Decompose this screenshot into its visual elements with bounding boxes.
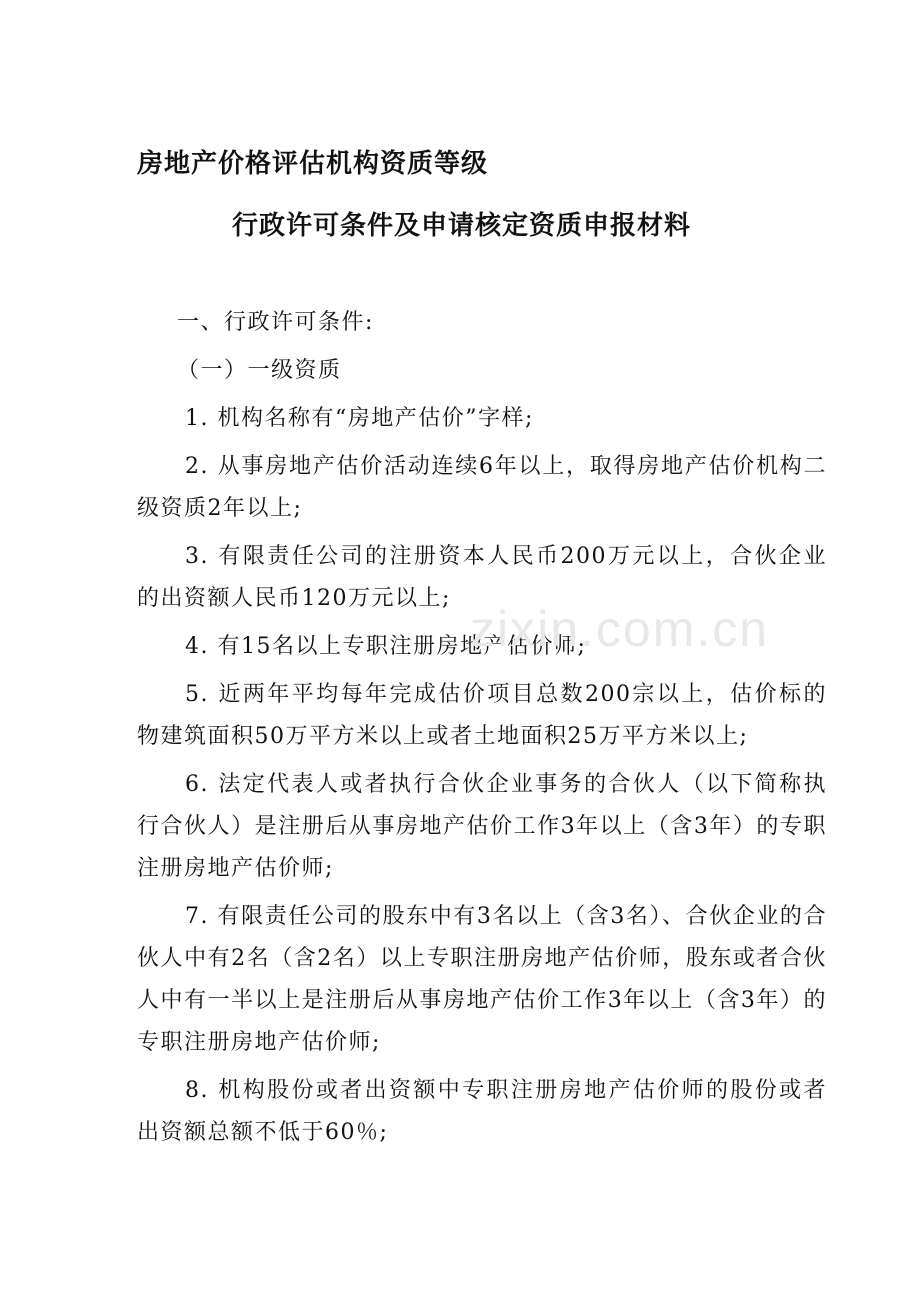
section-heading: 一、行政许可条件: [177, 310, 374, 335]
condition-item: 2. 从事房地产估价活动连续6年以上，取得房地产估价机构二级资质2年以上; [137, 454, 827, 521]
condition-item: 5. 近两年平均每年完成估价项目总数200宗以上，估价标的物建筑面积50万平方米以上或者土地面积25万平方米以上; [137, 682, 827, 749]
condition-item: 6. 法定代表人或者执行合伙企业事务的合伙人（以下简称执行合伙人）是注册后从事房地产估价工作3年以上（含3年）的专职注册房地产估价师; [137, 772, 827, 881]
condition-item: 4. 有15名以上专职注册房地产估价师; [185, 634, 587, 659]
subsection-heading: （一）一级资质 [177, 358, 342, 383]
document-title-line-1: 房地产价格评估机构资质等级 [137, 149, 489, 179]
document-title-line-2: 行政许可条件及申请核定资质申报材料 [232, 211, 692, 241]
condition-item: 7. 有限责任公司的股东中有3名以上（含3名）、合伙企业的合伙人中有2名（含2名）以上专职注册房地产估价师，股东或者合伙人中有一半以上是注册后从事房地产估价工作3年以上（含3年）的专职注册房地产估价师; [137, 904, 827, 1055]
watermark: zixin.com.cn [470, 601, 770, 657]
document-body [137, 302, 827, 1160]
condition-item: 1. 机构名称有“房地产估价”字样; [185, 406, 534, 431]
condition-item: 3. 有限责任公司的注册资本人民币200万元以上，合伙企业的出资额人民币120万元以上; [137, 544, 827, 611]
condition-item: 8. 机构股份或者出资额中专职注册房地产估价师的股份或者出资额总额不低于60％; [137, 1078, 827, 1145]
